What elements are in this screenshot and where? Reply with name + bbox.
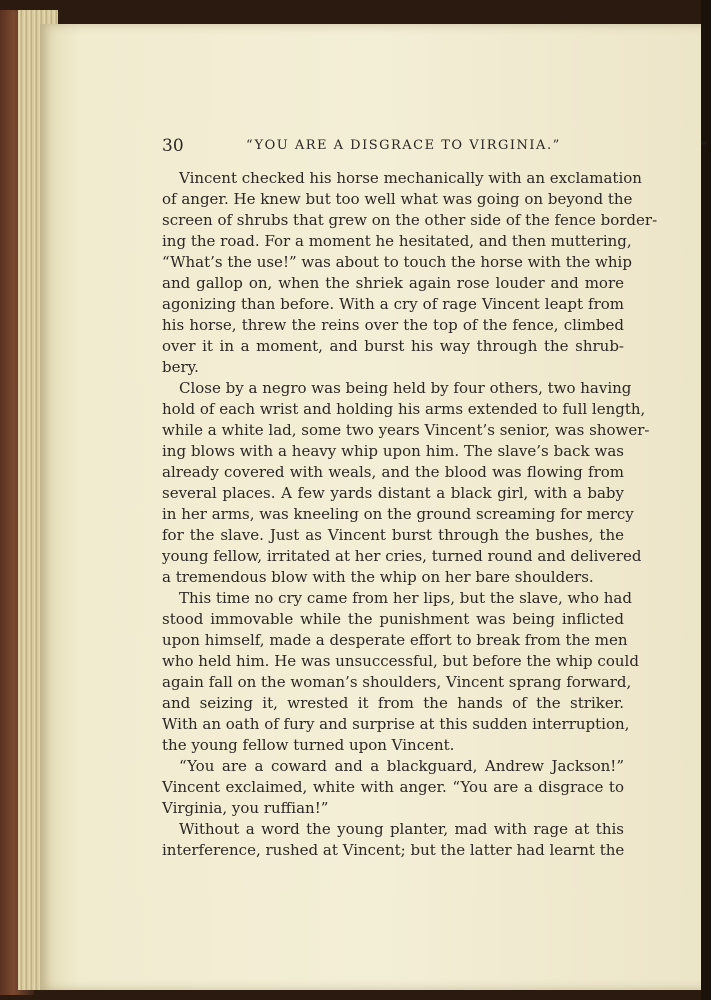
text-line: Virginia, you ruffian!” bbox=[162, 799, 329, 817]
text-line: for the slave. Just as Vincent burst through the bushes, the bbox=[162, 526, 624, 544]
text-line: screen of shrubs that grew on the other side of the fence border- bbox=[162, 211, 658, 229]
paragraph bbox=[162, 756, 624, 819]
text-line: bery. bbox=[162, 358, 199, 376]
text-line: over it in a moment, and burst his way through the shrub- bbox=[162, 337, 624, 355]
text-line: Vincent exclaimed, white with anger. “You are a disgrace to bbox=[162, 778, 624, 796]
text-line: his horse, threw the reins over the top of the fence, climbed bbox=[162, 316, 624, 334]
text-line: This time no cry came from her lips, but the slave, who had bbox=[179, 589, 632, 607]
text-line: “What’s the use!” was about to touch the horse with the whip bbox=[162, 253, 632, 271]
body-text bbox=[162, 168, 658, 861]
text-line: interference, rushed at Vincent; but the latter had learnt the bbox=[162, 841, 625, 859]
text-line: of anger. He knew but too well what was going on beyond the bbox=[162, 190, 633, 208]
text-line: several places. A few yards distant a black girl, with a baby bbox=[162, 484, 624, 502]
text-line: and gallop on, when the shriek again rose louder and more bbox=[162, 274, 624, 292]
text-line: and seizing it, wrested it from the hands of the striker. bbox=[162, 694, 624, 712]
page-number: 30 bbox=[162, 136, 184, 156]
paragraph bbox=[162, 819, 624, 861]
text-line: who held him. He was unsuccessful, but before the whip could bbox=[162, 652, 639, 670]
text-line: upon himself, made a desperate effort to break from the men bbox=[162, 631, 628, 649]
text-line: agonizing than before. With a cry of rage Vincent leapt from bbox=[162, 295, 624, 313]
text-line: Without a word the young planter, mad with rage at this bbox=[179, 820, 624, 838]
text-line: With an oath of fury and surprise at this sudden interruption, bbox=[162, 715, 630, 733]
text-line: a tremendous blow with the whip on her bare shoulders. bbox=[162, 568, 594, 586]
paragraph bbox=[162, 588, 639, 756]
text-line: ing the road. For a moment he hesitated, and then muttering, bbox=[162, 232, 632, 250]
text-line: already covered with weals, and the blood was flowing from bbox=[162, 463, 624, 481]
paragraph bbox=[162, 378, 650, 588]
text-line: young fellow, irritated at her cries, turned round and delivered bbox=[162, 547, 642, 565]
text-line: “You are a coward and a blackguard, Andrew Jackson!” bbox=[179, 757, 624, 775]
text-line: again fall on the woman’s shoulders, Vincent sprang forward, bbox=[162, 673, 632, 691]
text-line: in her arms, was kneeling on the ground screaming for mercy bbox=[162, 505, 634, 523]
paragraph bbox=[162, 168, 658, 378]
text-line: while a white lad, some two years Vincent’s senior, was shower- bbox=[162, 421, 650, 439]
text-line: ing blows with a heavy whip upon him. The slave’s back was bbox=[162, 442, 624, 460]
page-header bbox=[162, 136, 620, 160]
text-line: stood immovable while the punishment was being inflicted bbox=[162, 610, 624, 628]
text-line: the young fellow turned upon Vincent. bbox=[162, 736, 455, 754]
text-line: hold of each wrist and holding his arms extended to full length, bbox=[162, 400, 646, 418]
text-line: Vincent checked his horse mechanically with an exclamation bbox=[179, 169, 642, 187]
margin-mark: ” bbox=[700, 140, 708, 156]
text-line: Close by a negro was being held by four others, two having bbox=[179, 379, 632, 397]
running-title: “YOU ARE A DISGRACE TO VIRGINIA.” bbox=[246, 138, 561, 153]
